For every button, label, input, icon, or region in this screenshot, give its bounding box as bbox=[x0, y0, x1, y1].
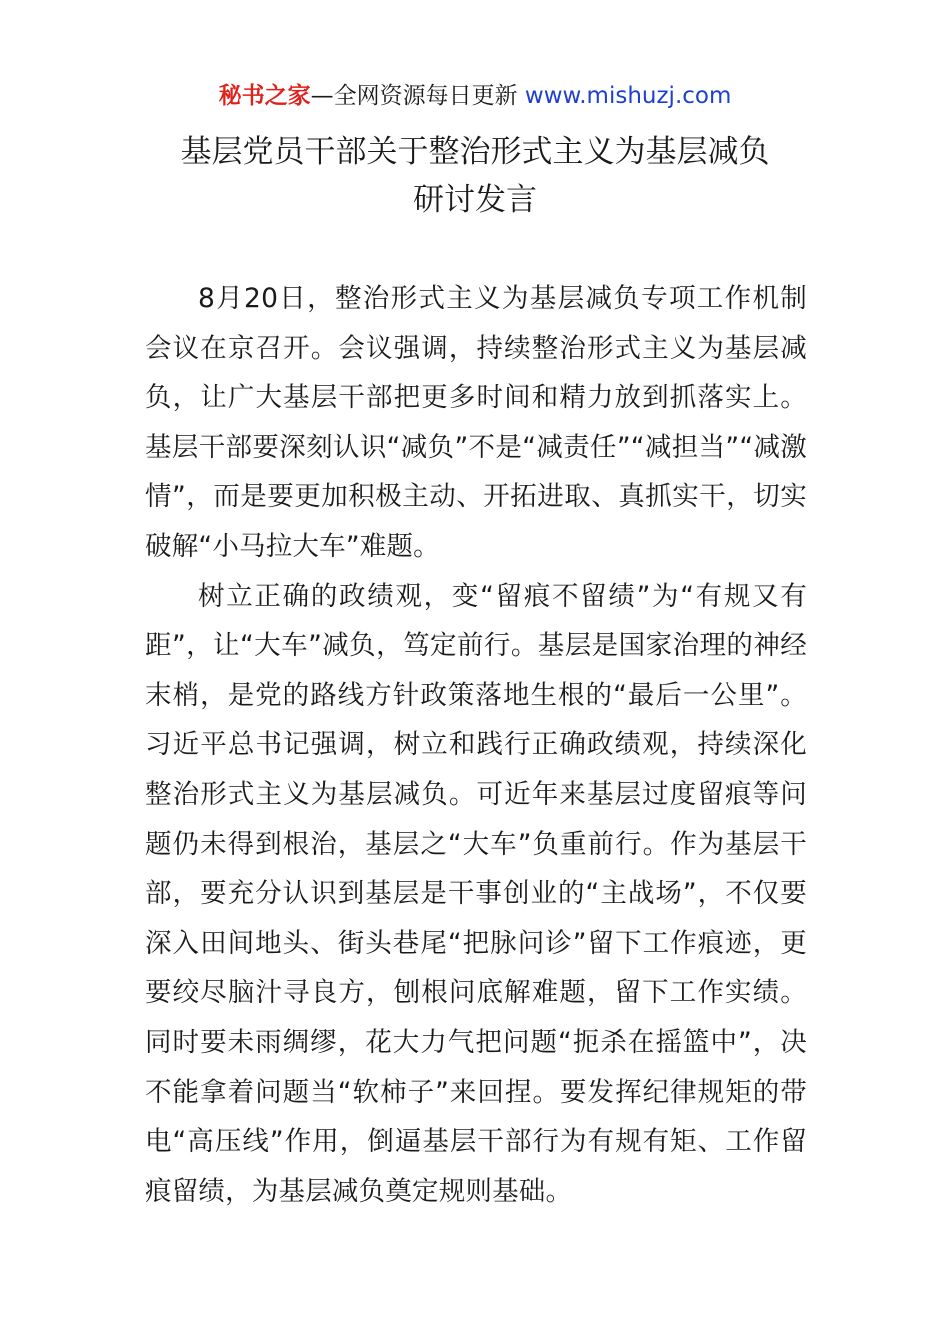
site-url-link[interactable]: www.mishuzj.com bbox=[524, 83, 732, 109]
site-name: 秘书之家 bbox=[218, 83, 311, 109]
document-title-line-1: 基层党员干部关于整治形式主义为基层减负 bbox=[180, 134, 770, 170]
document-body bbox=[145, 274, 807, 1216]
site-tagline: —全网资源每日更新 bbox=[310, 83, 518, 109]
paragraph-1: 8月20日，整治形式主义为基层减负专项工作机制会议在京召开。会议强调，持续整治形式主义为基层减负，让广大基层干部把更多时间和精力放到抓落实上。基层干部要深刻认识“减负”不是“减责任”“减担当”“减激情”，而是要更加积极主动、开拓进取、真抓实干，切实破解“小马拉大车”难题。 bbox=[145, 283, 807, 562]
document-title bbox=[0, 128, 950, 224]
paragraph-2: 树立正确的政绩观，变“留痕不留绩”为“有规又有距”，让“大车”减负，笃定前行。基层是国家治理的神经末梢，是党的路线方针政策落地生根的“最后一公里”。习近平总书记强调，树立和践行正确政绩观，持续深化整治形式主义为基层减负。可近年来基层过度留痕等问题仍未得到根治，基层之“大车”负重前行。作为基层干部，要充分认识到基层是干事创业的“主战场”，不仅要深入田间地头、街头巷尾“把脉问诊”留下工作痕迹，更要绞尽脑汁寻良方，刨根问底解难题，留下工作实绩。同时要未雨绸缪，花大力气把问题“扼杀在摇篮中”，决不能拿着问题当“软柿子”来回捏。要发挥纪律规矩的带电“高压线”作用，倒逼基层干部行为有规有矩、工作留痕留绩，为基层减负奠定规则基础。 bbox=[145, 580, 807, 1207]
document-title-line-2: 研讨发言 bbox=[413, 182, 537, 218]
site-header bbox=[0, 80, 950, 112]
